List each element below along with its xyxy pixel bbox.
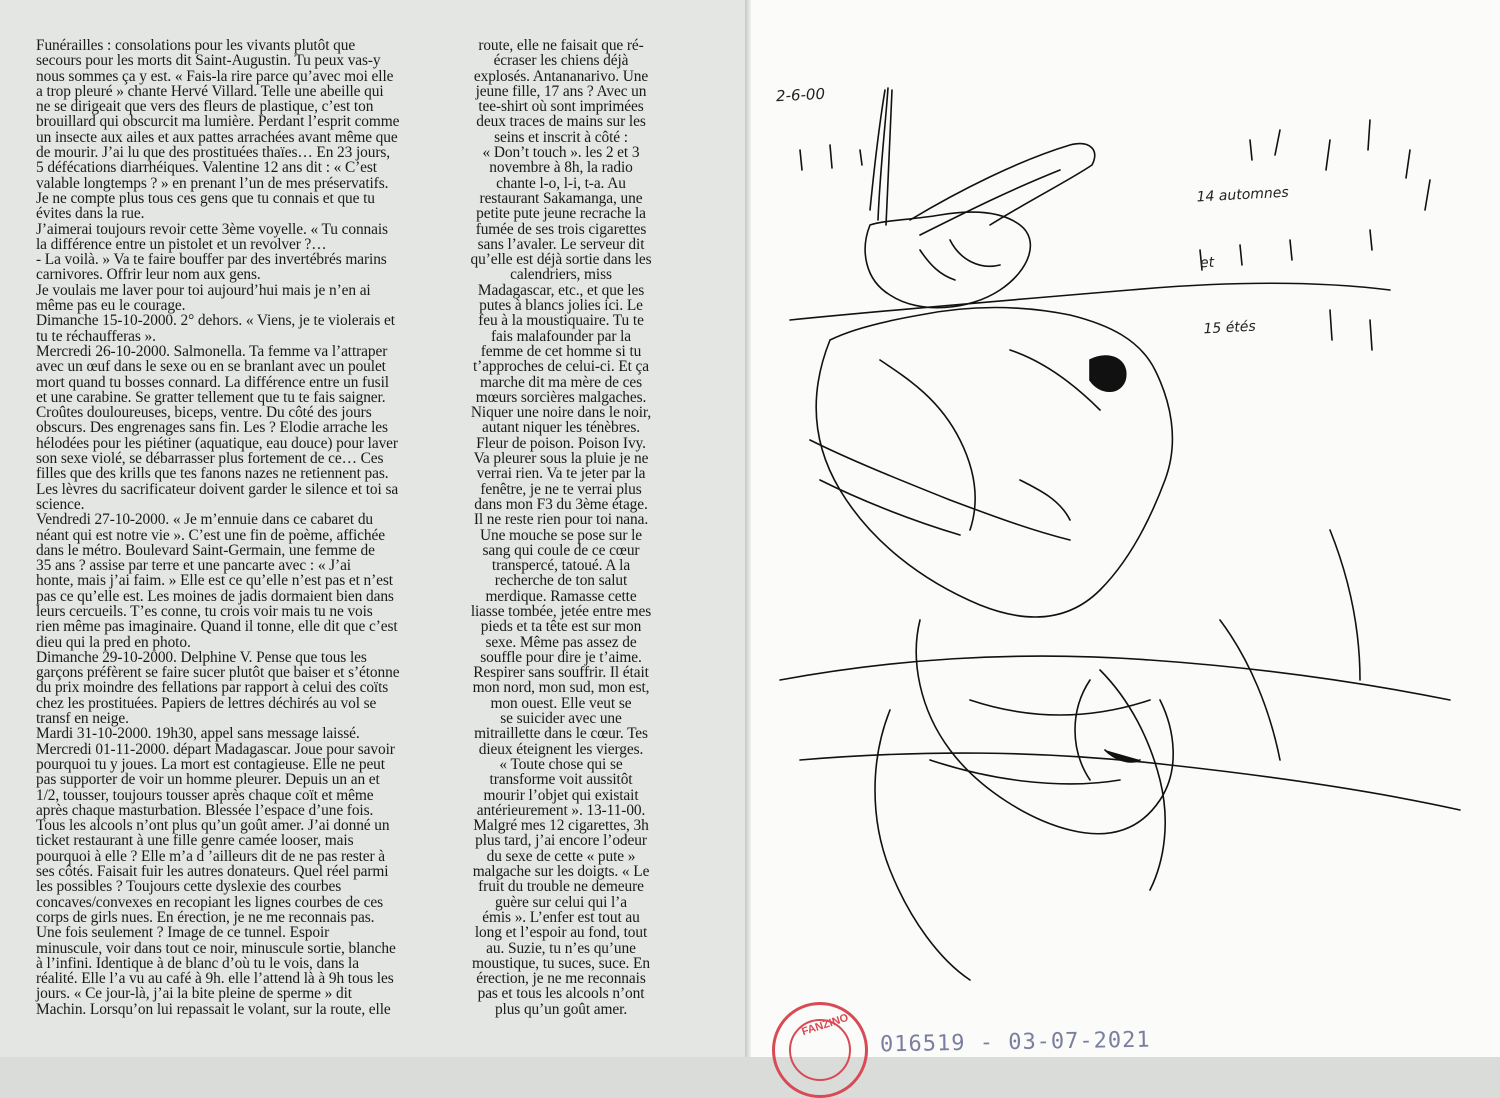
text-line: feu à la moustiquaire. Tu te: [478, 312, 644, 330]
text-line: fais malafounder par la: [491, 327, 631, 345]
text-line: du sexe de cette « pute »: [486, 847, 636, 865]
text-line: t’approches de celui-ci. Et ça: [472, 358, 650, 376]
text-line: plus tard, j’ai encore l’odeur: [475, 832, 647, 850]
text-line: 35 ans ? assise par terre et une pancarte avec : « J’ai: [36, 557, 351, 575]
text-line: 1/2, tousser, toujours tousser après chaque coït et même: [36, 786, 374, 804]
caption-line-2: et: [1199, 254, 1215, 272]
text-line: liasse tombée, jetée entre mes: [470, 602, 652, 620]
text-line: érection, je ne me reconnais: [476, 970, 646, 988]
figure-drawing: [770, 60, 1470, 1000]
text-line: hélodées pour les piétiner (aquatique, eau douce) pour laver: [36, 434, 398, 452]
text-line: néant qui est notre vie ». C’est une fin de poème, affichée: [36, 526, 385, 544]
text-line: après chaque masturbation. Blessée l’espace d’une fois.: [36, 801, 374, 819]
text-line: sans l’avaler. Le serveur dit: [477, 235, 645, 253]
text-line: mœurs sorcières malgaches.: [475, 388, 647, 406]
text-line: avec un œuf dans le sexe ou en se branlant avec un poulet: [36, 358, 386, 376]
text-line: même pas eu le courage.: [36, 297, 186, 315]
text-line: pas et tous les alcools n’ont: [477, 985, 645, 1003]
text-line: sang qui coule de ce cœur: [482, 541, 640, 559]
text-line: long et l’espoir au fond, tout: [474, 924, 648, 942]
text-line: mitraillette dans le cœur. Tes: [474, 725, 648, 743]
text-line: ne se dirigeait que vers des fleurs de plastique, c’est ton: [36, 98, 374, 116]
text-line: carnivores. Offrir leur nom aux gens.: [36, 266, 261, 284]
text-line: Croûtes douloureuses, biceps, ventre. Du côté des jours: [36, 404, 372, 422]
text-line: verrai rien. Va te jeter par la: [476, 465, 646, 483]
text-line: réalité. Elle l’a vu au café à 9h. elle l’attend là à 9h tous les: [36, 970, 394, 988]
text-line: rien même pas imaginaire. Quand il tonne, elle dit que c’est: [36, 618, 398, 636]
text-line: nous sommes ça y est. « Fais-la rire parce qu’avec moi elle: [36, 67, 394, 85]
text-line: antérieurement ». 13-11-00.: [476, 801, 646, 819]
text-line: route, elle ne faisait que ré-: [478, 37, 644, 54]
text-line: mourir l’objet qui existait: [483, 786, 639, 804]
text-line: ses côtés. Faisait fuir les autres donateurs. Quel réel parmi: [36, 863, 389, 881]
text-line: son sexe violé, se débarrasser plus fortement de ce… Ces: [36, 450, 384, 468]
text-line: putes à blancs jolies ici. Le: [479, 297, 643, 315]
text-line: « Don’t touch ». les 2 et 3: [482, 144, 640, 162]
text-line: minuscule, voir dans tout ce noir, minuscule sortie, blanche: [36, 939, 396, 957]
text-line: calendriers, miss: [510, 266, 612, 284]
text-line: a trop pleuré » chante Hervé Villard. Telle une abeille qui: [36, 82, 384, 100]
text-line: fruit du trouble ne demeure: [478, 878, 644, 896]
text-line: deux traces de mains sur les: [476, 113, 646, 131]
text-line: filles que des krills que tes fanons nazes ne retiennent pas.: [36, 465, 389, 483]
handwritten-caption: [1194, 138, 1299, 384]
text-line: Mardi 31-10-2000. 19h30, appel sans message laissé.: [36, 725, 360, 743]
text-line: transforme voit aussitôt: [489, 771, 633, 789]
text-line: mon ouest. Elle veut se: [490, 694, 632, 712]
text-line: brouillard qui obscurcit ma lumière. Perdant l’esprit comme: [36, 113, 400, 131]
text-line: Il ne reste rien pour toi nana.: [473, 511, 649, 529]
text-line: du prix moindre des fellations par rapport à celui des coïts: [36, 679, 389, 697]
text-line: un insecte aux ailes et aux pattes arrachées avant même que: [36, 128, 398, 146]
text-line: la différence entre un pistolet et un revolver ?…: [36, 235, 327, 253]
text-line: jours. « Ce jour-là, j’ai la bite pleine de sperme » dit: [36, 985, 352, 1003]
text-line: science.: [36, 495, 85, 513]
text-line: dans mon F3 du 3ème étage.: [474, 495, 648, 513]
text-line: valable longtemps ? » en prenant l’un de mes préservatifs.: [36, 174, 389, 192]
text-column-1: [36, 37, 400, 1018]
text-line: transpercé, tatoué. A la: [491, 557, 631, 575]
text-line: corps de girls nues. En érection, je ne me reconnais pas.: [36, 908, 375, 926]
text-line: ticket restaurant à une fille genre camée looser, mais: [36, 832, 354, 850]
text-line: - La voilà. » Va te faire bouffer par des invertébrés marins: [36, 251, 387, 269]
archive-number: 016519 - 03-07-2021: [879, 1027, 1151, 1058]
text-line: dieux éteignent les vierges.: [478, 740, 644, 758]
text-line: de mourir. J’ai lu que des prostituées thaïes… En 23 jours,: [36, 144, 391, 162]
text-line: restaurant Sakamanga, une: [479, 189, 643, 207]
text-line: Dimanche 15-10-2000. 2° dehors. « Viens, je te violerais et: [36, 312, 395, 330]
text-line: fenêtre, je ne te verrai plus: [480, 480, 642, 498]
text-line: recherche de ton salut: [494, 572, 628, 590]
text-line: se suicider avec une: [500, 710, 622, 728]
text-line: pieds et ta tête est sur mon: [480, 618, 642, 636]
text-line: et une carabine. Se gratter tellement que tu te fais saigner.: [36, 388, 386, 406]
text-line: Une mouche se pose sur le: [479, 526, 643, 544]
text-line: explosés. Antananarivo. Une: [473, 67, 649, 85]
text-line: novembre à 8h, la radio: [489, 159, 633, 177]
text-line: chez les prostituées. Papiers de lettres déchirés au vol se: [36, 694, 377, 712]
text-line: marche dit ma mère de ces: [479, 373, 642, 391]
text-column-2: [466, 38, 656, 1017]
text-line: fumée de ses trois cigarettes: [475, 220, 647, 238]
text-line: Je voulais me laver pour toi aujourd’hui mais je n’en ai: [36, 281, 371, 299]
text-line: moustique, tu suces, suce. En: [472, 954, 650, 972]
text-line: plus qu’un goût amer.: [494, 1000, 628, 1018]
caption-line-1: 14 automnes: [1196, 184, 1290, 206]
stamp-label: FANZINO: [800, 1011, 850, 1039]
text-line: Tous les alcools n’ont plus qu’un goût amer. J’ai donné un: [36, 817, 390, 835]
text-line: Funérailles : consolations pour les vivants plutôt que: [36, 37, 356, 54]
text-line: honte, mais j’ai faim. » Elle est ce qu’elle n’est pas et n’est: [36, 572, 393, 590]
text-line: mort quand tu bosses connard. La différence entre un fusil: [36, 373, 389, 391]
text-line: évites dans la rue.: [36, 205, 145, 223]
text-line: dieu qui la pred en photo.: [36, 633, 191, 651]
text-line: jeune fille, 17 ans ? Avec un: [475, 82, 647, 100]
text-line: transf en neige.: [36, 710, 129, 728]
text-line: tu te réchaufferas ».: [36, 327, 156, 345]
text-line: mon nord, mon sud, mon est,: [472, 679, 650, 697]
caption-line-3: 15 étés: [1203, 318, 1257, 338]
text-line: Machin. Lorsqu’on lui repassait le volant, sur la route, elle: [36, 1000, 391, 1018]
text-line: 5 défécations diarrhéiques. Valentine 12 ans dit : « C’est: [36, 159, 377, 177]
text-line: Mercredi 01-11-2000. départ Madagascar. Joue pour savoir: [36, 740, 395, 758]
text-line: garçons préfèrent se faire sucer plutôt que baiser et s’étonne: [36, 664, 400, 682]
text-line: Malgré mes 12 cigarettes, 3h: [473, 817, 649, 835]
text-line: qu’elle est déjà sortie dans les: [470, 251, 652, 269]
text-line: écraser les chiens déjà: [493, 52, 629, 70]
text-line: Niquer une noire dans le noir,: [470, 404, 652, 422]
text-line: dans le métro. Boulevard Saint-Germain, une femme de: [36, 541, 375, 559]
text-line: leurs cercueils. T’es conne, tu crois voir mais tu ne vois: [36, 602, 373, 620]
text-line: Respirer sans souffrir. Il était: [473, 664, 649, 682]
text-line: Dimanche 29-10-2000. Delphine V. Pense que tous les: [36, 648, 367, 666]
text-line: pourquoi tu y joues. La mort est contagieuse. Elle ne peut: [36, 755, 385, 773]
text-line: concaves/convexes en recopiant les lignes courbes de ces: [36, 893, 383, 911]
text-line: guère sur celui qui l’a: [495, 893, 627, 911]
text-line: Une fois seulement ? Image de ce tunnel. Espoir: [36, 924, 330, 942]
text-line: femme de cet homme si tu: [480, 342, 642, 360]
text-line: pas ce qu’elle est. Les moines de jadis dormaient bien dans: [36, 587, 394, 605]
text-line: Les lèvres du sacrificateur doivent garder le silence et toi sa: [36, 480, 399, 498]
text-line: J’aimerai toujours revoir cette 3ème voyelle. « Tu connais: [36, 220, 388, 238]
text-line: merdique. Ramasse cette: [485, 587, 637, 605]
text-line: pourquoi à elle ? Elle m’a d ’ailleurs dit de ne pas rester à: [36, 847, 386, 865]
left-page: [0, 0, 747, 1057]
text-line: seins et inscrit à côté :: [494, 128, 628, 146]
text-line: souffle pour dire je t’aime.: [480, 648, 642, 666]
handwritten-date: 2-6-00: [775, 84, 826, 106]
text-line: émis ». L’enfer est tout au: [482, 908, 640, 926]
text-line: les possibles ? Toujours cette dyslexie des courbes: [36, 878, 342, 896]
text-line: tee-shirt où sont imprimées: [478, 98, 644, 116]
text-line: sexe. Même pas assez de: [485, 633, 637, 651]
text-line: Va pleurer sous la pluie je ne: [473, 450, 649, 468]
text-line: secours pour les morts dit Saint-Augustin. Tu peux vas-y: [36, 52, 381, 70]
text-line: Mercredi 26-10-2000. Salmonella. Ta femme va l’attraper: [36, 342, 388, 360]
text-line: « Toute chose qui se: [499, 755, 623, 773]
library-stamp: [772, 1002, 868, 1098]
text-line: chante l-o, l-i, t-a. Au: [496, 174, 626, 192]
text-line: malgache sur les doigts. « Le: [472, 863, 650, 881]
text-line: obscurs. Des engrenages sans fin. Les ? Elodie arrache les: [36, 419, 388, 437]
text-line: à l’infini. Identique à de blanc d’où tu le vois, dans la: [36, 954, 359, 972]
text-line: autant niquer les ténèbres.: [482, 419, 640, 437]
text-line: petite pute jeune recrache la: [476, 205, 646, 223]
text-line: Madagascar, etc., et que les: [477, 281, 645, 299]
text-line: Vendredi 27-10-2000. « Je m’ennuie dans ce cabaret du: [36, 511, 374, 529]
text-line: pas supporter de voir un homme pleurer. Depuis un an et: [36, 771, 380, 789]
text-line: Fleur de poison. Poison Ivy.: [476, 434, 646, 452]
text-line: Je ne compte plus tous ces gens que tu connais et que tu: [36, 189, 375, 207]
text-line: au. Suzie, tu n’es qu’une: [486, 939, 636, 957]
